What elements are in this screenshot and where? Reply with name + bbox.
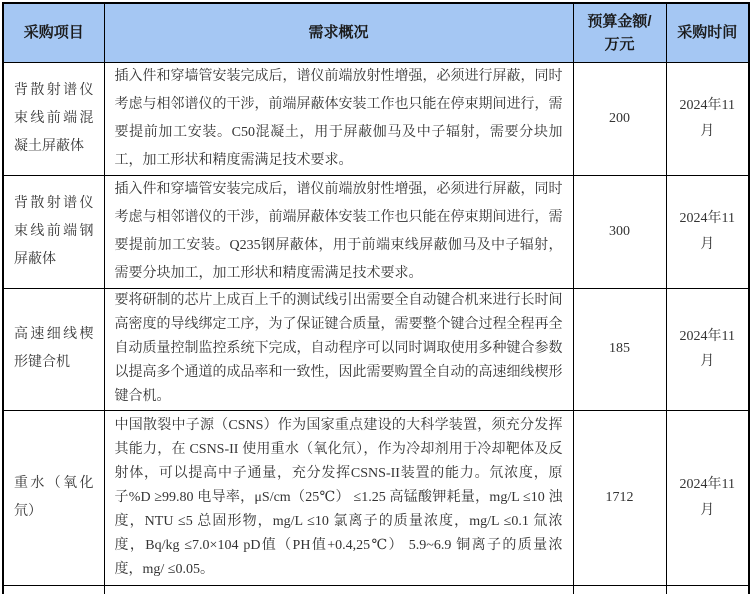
cell-item: 背散射谱仪束线前端混凝土屏蔽体 [3,62,104,175]
cell-time: 2024年11月 [666,410,749,585]
cell-budget: 300 [573,175,666,288]
cell-budget: 185 [573,288,666,410]
header-cell-time: 采购时间 [666,3,749,62]
table-header-row [3,3,749,62]
header-cell-overview: 需求概况 [104,3,573,62]
table-row [3,62,749,175]
table-row [3,410,749,585]
table-row-partial [3,585,749,594]
cell-item: 背散射谱仪束线前端钢屏蔽体 [3,175,104,288]
cell-budget: 1712 [573,410,666,585]
cell-overview [104,288,573,410]
cell-time: 2024年11月 [666,175,749,288]
overview-text: 要将研制的芯片上成百上千的测试线引出需要全自动键合机来进行长时间高密度的导线绑定工序，为了保证键合质量，需要整个键合过程全程再全自动质量控制监控系统下完成，自动程序可以同时调取使用多种键合参数以提高多个通道的成品率和一致性，因此需要购置全自动的高速细线楔形键合机。 [114,293,563,404]
header-budget-line2: 万元 [604,35,635,53]
cell-item [3,585,104,594]
cell-budget [573,585,666,594]
table-row [3,288,749,410]
header-cell-budget [573,3,666,62]
cell-overview [104,410,573,585]
procurement-table [2,2,750,594]
cell-time [666,585,749,594]
cell-time: 2024年11月 [666,288,749,410]
cell-budget: 200 [573,62,666,175]
cell-overview [104,585,573,594]
cell-overview [104,175,573,288]
cell-item: 高速细线楔形键合机 [3,288,104,410]
table-row [3,175,749,288]
overview-text: 插入件和穿墙管安装完成后，谱仪前端放射性增强，必须进行屏蔽，同时考虑与相邻谱仪的干涉，前端屏蔽体安装工作也只能在停束期间进行，需要提前加工安装。Q235钢屏蔽体，用于前端束线屏蔽伽马及中子辐射，需要分块加工，加工形状和精度需满足技术要求。 [114,181,563,281]
header-budget-line1: 预算金额/ [587,12,652,30]
cell-item: 重水（氧化氘） [3,410,104,585]
cell-time: 2024年11月 [666,62,749,175]
overview-text: 插入件和穿墙管安装完成后，谱仪前端放射性增强，必须进行屏蔽，同时考虑与相邻谱仪的干涉，前端屏蔽体安装工作也只能在停束期间进行，需要提前加工安装。C50混凝土，用于屏蔽伽马及中子辐射，需要分块加工，加工形状和精度需满足技术要求。 [114,68,563,168]
header-cell-item: 采购项目 [3,3,104,62]
cell-overview [104,62,573,175]
overview-text: 中国散裂中子源（CSNS）作为国家重点建设的大科学装置，须充分发挥其能力，在 CSNS-II 使用重水（氧化氘），作为冷却剂用于冷却靶体及反射体，可以提高中子通量，充分发挥CSNS-II装置的能力。氘浓度，原子%D ≥99.80 电导率，μS/cm（25℃） ≤1.25 高锰酸钾耗量，mg/L ≤10 浊度，NTU ≤5 总固形物，mg/L ≤10 氯离子的质量浓度，mg/L ≤0.1 氚浓度，Bq/kg ≤7.0×104 pD值（PH值+0.4,25℃） 5.9~6.9 铜离子的质量浓度，mg/ ≤0.05。 [114,417,563,577]
